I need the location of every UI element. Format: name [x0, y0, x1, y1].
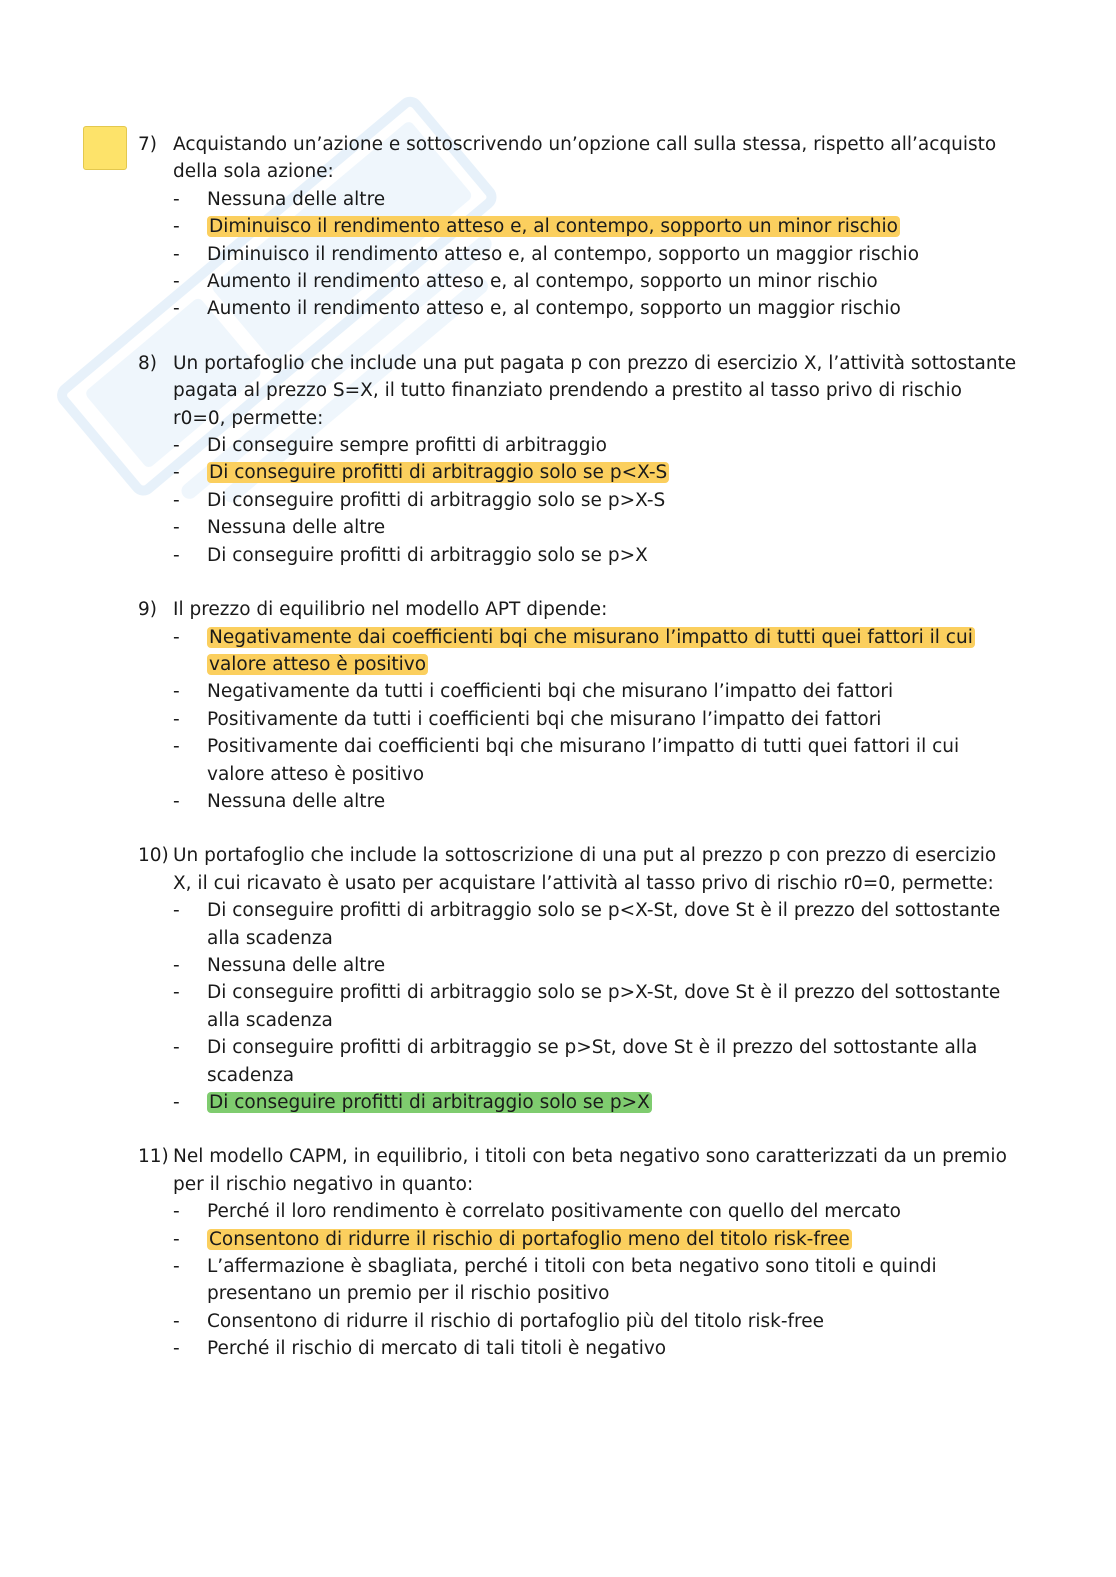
question-stem	[138, 842, 1018, 897]
bullet-dash: -	[173, 790, 180, 812]
question-text: Un portafoglio che include la sottoscrizione di una put al prezzo p con prezzo di esercizio X, il cui ricavato è usato per acquistare l’attività al tasso privo di rischio r0=0, permette:	[173, 845, 997, 894]
bullet-dash: -	[173, 517, 180, 539]
bullet-dash: -	[173, 900, 180, 922]
answer-option	[173, 979, 1018, 1034]
answer-text-wrapper	[207, 1308, 1018, 1335]
answer-option	[173, 733, 1018, 788]
answer-option	[173, 1226, 1018, 1253]
bullet-dash: -	[173, 1037, 180, 1059]
bullet-dash: -	[173, 1310, 180, 1332]
answer-text-wrapper	[207, 268, 1018, 295]
question-9	[138, 596, 1018, 815]
answer-option	[173, 706, 1018, 733]
answer-text: Perché il rischio di mercato di tali titoli è negativo	[207, 1338, 667, 1360]
answer-option	[173, 788, 1018, 815]
answer-option	[173, 487, 1018, 514]
question-7	[138, 131, 1018, 323]
answer-list	[138, 897, 1018, 1116]
question-10	[138, 842, 1018, 1116]
answer-text-wrapper	[207, 432, 1018, 459]
answer-text: Perché il loro rendimento è correlato positivamente con quello del mercato	[207, 1201, 901, 1223]
bullet-dash: -	[173, 435, 180, 457]
bullet-dash: -	[173, 462, 180, 484]
answer-text-wrapper	[207, 979, 1018, 1034]
answer-text-wrapper	[207, 186, 1018, 213]
question-text: Un portafoglio che include una put pagata p con prezzo di esercizio X, l’attività sottostante pagata al prezzo S=X, il tutto finanziato prendendo a prestito al tasso privo di rischio r0=0, permette:	[173, 352, 1017, 429]
answer-text-wrapper	[207, 459, 1018, 486]
answer-text-wrapper	[207, 1226, 1018, 1253]
answer-text-wrapper	[207, 952, 1018, 979]
answer-text-wrapper	[207, 514, 1018, 541]
question-stem	[138, 1143, 1018, 1198]
question-8	[138, 350, 1018, 569]
answer-text-wrapper	[207, 706, 1018, 733]
answer-text: Nessuna delle altre	[207, 790, 386, 812]
answer-text-wrapper	[207, 678, 1018, 705]
question-list	[138, 131, 1018, 1390]
answer-text-wrapper	[207, 1198, 1018, 1225]
highlighted-answer-text: Di conseguire profitti di arbitraggio solo se p<X-S	[209, 462, 668, 484]
answer-text: Diminuisco il rendimento atteso e, al contempo, sopporto un maggior rischio	[207, 243, 920, 265]
answer-option	[173, 241, 1018, 268]
answer-option	[173, 213, 1018, 240]
bullet-dash: -	[173, 243, 180, 265]
answer-option	[173, 186, 1018, 213]
answer-option	[173, 295, 1018, 322]
answer-text: Aumento il rendimento atteso e, al contempo, sopporto un maggior rischio	[207, 298, 901, 320]
answer-option	[173, 624, 1018, 679]
question-text: Il prezzo di equilibrio nel modello APT dipende:	[173, 599, 608, 621]
answer-text: Positivamente dai coefficienti bqi che misurano l’impatto di tutti quei fattori il cui valore atteso è positivo	[207, 736, 960, 785]
answer-text-wrapper	[207, 788, 1018, 815]
highlighted-answer-text: Di conseguire profitti di arbitraggio solo se p>X	[209, 1092, 650, 1113]
answer-option	[173, 952, 1018, 979]
question-number: 9)	[138, 599, 157, 621]
highlighted-answer-text: Diminuisco il rendimento atteso e, al contempo, sopporto un minor rischio	[209, 216, 898, 238]
question-number: 10)	[138, 845, 169, 867]
bullet-dash: -	[173, 1338, 180, 1360]
question-number: 7)	[138, 134, 157, 155]
answer-text: Nessuna delle altre	[207, 954, 386, 976]
answer-option	[173, 268, 1018, 295]
question-number: 8)	[138, 352, 157, 374]
answer-text-wrapper	[207, 487, 1018, 514]
question-stem	[138, 131, 1018, 186]
answer-text-wrapper	[207, 295, 1018, 322]
answer-text: Aumento il rendimento atteso e, al contempo, sopporto un minor rischio	[207, 271, 878, 293]
question-number: 11)	[138, 1146, 169, 1168]
answer-list	[138, 1198, 1018, 1362]
bullet-dash: -	[173, 544, 180, 566]
answer-option	[173, 678, 1018, 705]
question-11	[138, 1143, 1018, 1362]
bullet-dash: -	[173, 1201, 180, 1223]
answer-text: Di conseguire profitti di arbitraggio solo se p<X-St, dove St è il prezzo del sottostante alla scadenza	[207, 900, 1001, 949]
answer-text-wrapper	[207, 1253, 1018, 1308]
answer-text: Di conseguire profitti di arbitraggio solo se p>X-St, dove St è il prezzo del sottostante alla scadenza	[207, 982, 1001, 1031]
bullet-dash: -	[173, 188, 180, 210]
bullet-dash: -	[173, 982, 180, 1004]
answer-text: Di conseguire profitti di arbitraggio solo se p>X	[207, 544, 648, 566]
answer-list	[138, 624, 1018, 816]
answer-text-wrapper	[207, 241, 1018, 268]
highlighted-answer-text: Consentono di ridurre il rischio di portafoglio meno del titolo risk-free	[209, 1228, 850, 1250]
answer-option	[173, 1034, 1018, 1089]
answer-text-wrapper	[207, 897, 1018, 952]
answer-text: Nessuna delle altre	[207, 517, 386, 539]
answer-text-wrapper	[207, 542, 1018, 569]
bullet-dash: -	[173, 626, 180, 648]
sticky-note-marker[interactable]	[83, 126, 127, 170]
bullet-dash: -	[173, 298, 180, 320]
answer-text-wrapper	[207, 733, 1018, 788]
bullet-dash: -	[173, 216, 180, 238]
answer-option	[173, 1335, 1018, 1362]
question-text: Nel modello CAPM, in equilibrio, i titoli con beta negativo sono caratterizzati da un premio per il rischio negativo in quanto:	[173, 1146, 1007, 1195]
question-stem	[138, 596, 1018, 623]
answer-text: Di conseguire profitti di arbitraggio se p>St, dove St è il prezzo del sottostante alla scadenza	[207, 1037, 978, 1086]
answer-text-wrapper	[207, 213, 1018, 240]
answer-text: Nessuna delle altre	[207, 188, 386, 210]
bullet-dash: -	[173, 489, 180, 511]
highlighted-answer-text: Negativamente dai coefficienti bqi che misurano l’impatto di tutti quei fattori il cui valore atteso è positivo	[209, 626, 973, 675]
answer-option	[173, 1253, 1018, 1308]
answer-text: Positivamente da tutti i coefficienti bqi che misurano l’impatto dei fattori	[207, 708, 882, 730]
answer-option	[173, 897, 1018, 952]
bullet-dash: -	[173, 1228, 180, 1250]
answer-text: Negativamente da tutti i coefficienti bqi che misurano l’impatto dei fattori	[207, 681, 894, 703]
bullet-dash: -	[173, 736, 180, 758]
answer-text-wrapper	[207, 1089, 1018, 1116]
answer-text-wrapper	[207, 1034, 1018, 1089]
answer-list	[138, 432, 1018, 569]
answer-text: Di conseguire profitti di arbitraggio solo se p>X-S	[207, 489, 666, 511]
answer-option	[173, 514, 1018, 541]
answer-option	[173, 542, 1018, 569]
bullet-dash: -	[173, 708, 180, 730]
bullet-dash: -	[173, 954, 180, 976]
bullet-dash: -	[173, 1092, 180, 1113]
answer-option	[173, 432, 1018, 459]
answer-text: Di conseguire sempre profitti di arbitraggio	[207, 435, 607, 457]
answer-option	[173, 459, 1018, 486]
answer-list	[138, 186, 1018, 323]
answer-option	[173, 1308, 1018, 1335]
question-stem	[138, 350, 1018, 432]
answer-text-wrapper	[207, 1335, 1018, 1362]
answer-text-wrapper	[207, 624, 1018, 679]
answer-text: L’affermazione è sbagliata, perché i titoli con beta negativo sono titoli e quindi presentano un premio per il rischio positivo	[207, 1256, 937, 1305]
answer-option	[173, 1089, 1018, 1116]
bullet-dash: -	[173, 681, 180, 703]
bullet-dash: -	[173, 271, 180, 293]
answer-option	[173, 1198, 1018, 1225]
answer-text: Consentono di ridurre il rischio di portafoglio più del titolo risk-free	[207, 1310, 824, 1332]
question-text: Acquistando un’azione e sottoscrivendo un’opzione call sulla stessa, rispetto all’acquisto della sola azione:	[173, 134, 997, 183]
bullet-dash: -	[173, 1256, 180, 1278]
